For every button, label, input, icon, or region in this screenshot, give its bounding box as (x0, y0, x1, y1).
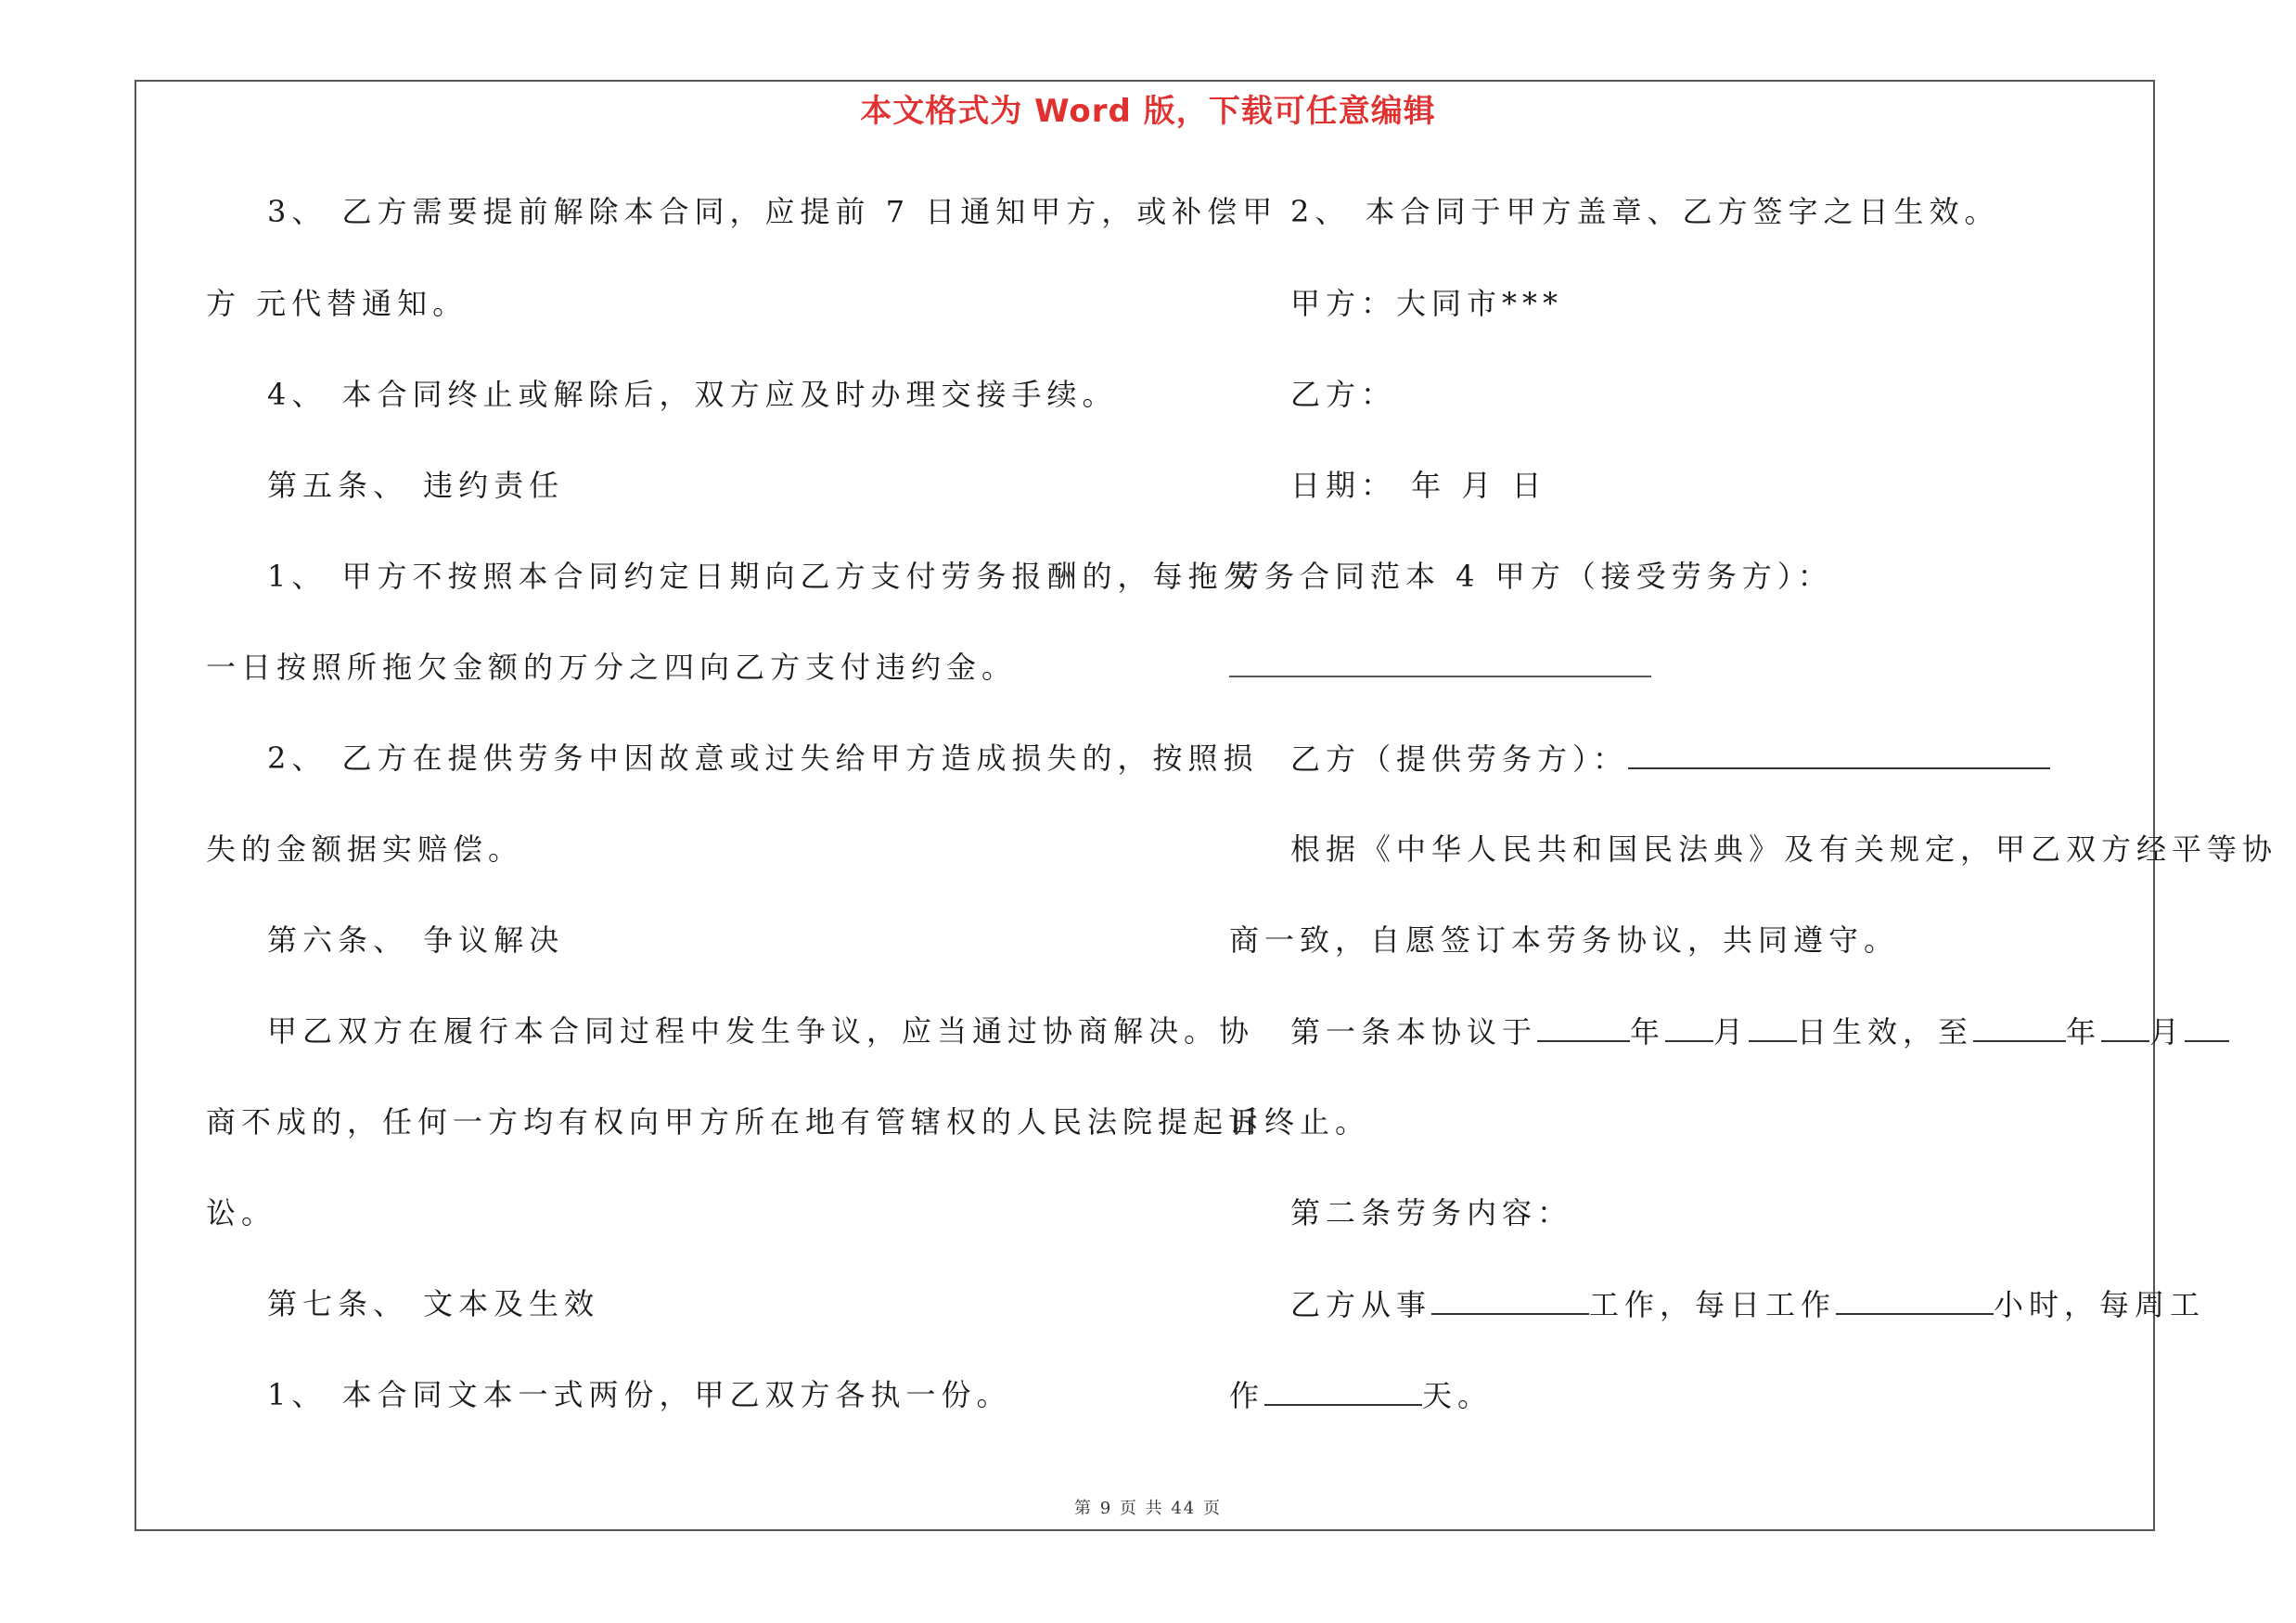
work-type-blank (1431, 1285, 1589, 1315)
article-1-text-f: 月 (2149, 1014, 2186, 1050)
end-year-blank (1973, 1012, 2066, 1042)
daily-hours-blank (1836, 1285, 1994, 1315)
work-text-c: 小时，每周工 (1994, 1287, 2206, 1322)
article-5-heading: 第五条、 违约责任 (267, 468, 565, 503)
page-number-footer: 第 9 页 共 44 页 (1074, 1499, 1222, 1518)
start-year-blank (1537, 1012, 1630, 1042)
work-text-b: 工作，每日工作 (1589, 1287, 1837, 1322)
template-4-party-b (1229, 740, 2050, 778)
party-a-blank-line (1229, 676, 1651, 677)
article-6-heading: 第六条、 争议解决 (267, 922, 565, 958)
end-month-blank (2101, 1012, 2149, 1042)
dispute-line-2: 商不成的，任何一方均有权向甲方所在地有管辖权的人民法院提起诉 (206, 1104, 1264, 1140)
party-b-signature: 乙方： (1290, 377, 1397, 412)
signature-date: 日期： 年 月 日 (1290, 468, 1547, 503)
dispute-line-3: 讼。 (206, 1195, 277, 1230)
article-2-heading: 第二条劳务内容： (1290, 1195, 1573, 1230)
article-1-text-e: 年 (2066, 1014, 2102, 1050)
end-day-blank (2185, 1012, 2229, 1042)
start-month-blank (1665, 1012, 1713, 1042)
liability-1-line-1: 1、 甲方不按照本合同约定日期向乙方支付劳务报酬的，每拖欠 (267, 559, 1259, 594)
dispute-line-1: 甲乙双方在履行本合同过程中发生争议，应当通过协商解决。协 (267, 1013, 1255, 1049)
work-text-a: 乙方从事 (1290, 1287, 1432, 1322)
article-1-text-a: 第一条本协议于 (1290, 1014, 1538, 1050)
liability-2-line-1: 2、 乙方在提供劳务中因故意或过失给甲方造成损失的，按照损 (267, 741, 1259, 776)
article-1-end: 日终止。 (1229, 1104, 1371, 1140)
liability-2-line-2: 失的金额据实赔偿。 (206, 831, 524, 867)
work-text-e: 天。 (1422, 1378, 1494, 1413)
work-content-line-2 (1229, 1376, 1493, 1414)
template-4-party-a: 劳务合同范本 4 甲方（接受劳务方）： (1229, 559, 1833, 594)
party-b-label: 乙方（提供劳务方）： (1290, 741, 1629, 777)
text-effect-1: 1、 本合同文本一式两份，甲乙双方各执一份。 (267, 1377, 1012, 1412)
start-day-blank (1749, 1012, 1797, 1042)
party-b-blank (1628, 740, 2050, 769)
weekly-days-blank (1264, 1376, 1422, 1406)
work-text-d: 作 (1229, 1378, 1265, 1413)
article-7-heading: 第七条、 文本及生效 (267, 1286, 600, 1321)
clause-5-3-line-1: 3、 乙方需要提前解除本合同，应提前 7 日通知甲方，或补偿甲 (267, 194, 1278, 229)
clause-5-3-line-2: 方 元代替通知。 (206, 286, 468, 321)
article-1-term (1229, 1012, 2229, 1050)
clause-5-4: 4、 本合同终止或解除后，双方应及时办理交接手续。 (267, 377, 1118, 412)
article-1-text-d: 日生效，至 (1797, 1014, 1974, 1050)
preamble-line-1: 根据《中华人民共和国民法典》及有关规定，甲乙双方经平等协 (1290, 831, 2278, 867)
article-1-text-c: 月 (1713, 1014, 1750, 1050)
article-1-text-b: 年 (1630, 1014, 1666, 1050)
party-a-signature: 甲方：大同市*** (1290, 286, 1564, 321)
work-content-line-1 (1229, 1285, 2205, 1323)
text-effect-2: 2、 本合同于甲方盖章、乙方签字之日生效。 (1290, 194, 2000, 229)
liability-1-line-2: 一日按照所拖欠金额的万分之四向乙方支付违约金。 (206, 650, 1018, 685)
preamble-line-2: 商一致，自愿签订本劳务协议，共同遵守。 (1229, 922, 1900, 958)
word-format-banner: 本文格式为 Word 版，下载可任意编辑 (860, 93, 1436, 130)
